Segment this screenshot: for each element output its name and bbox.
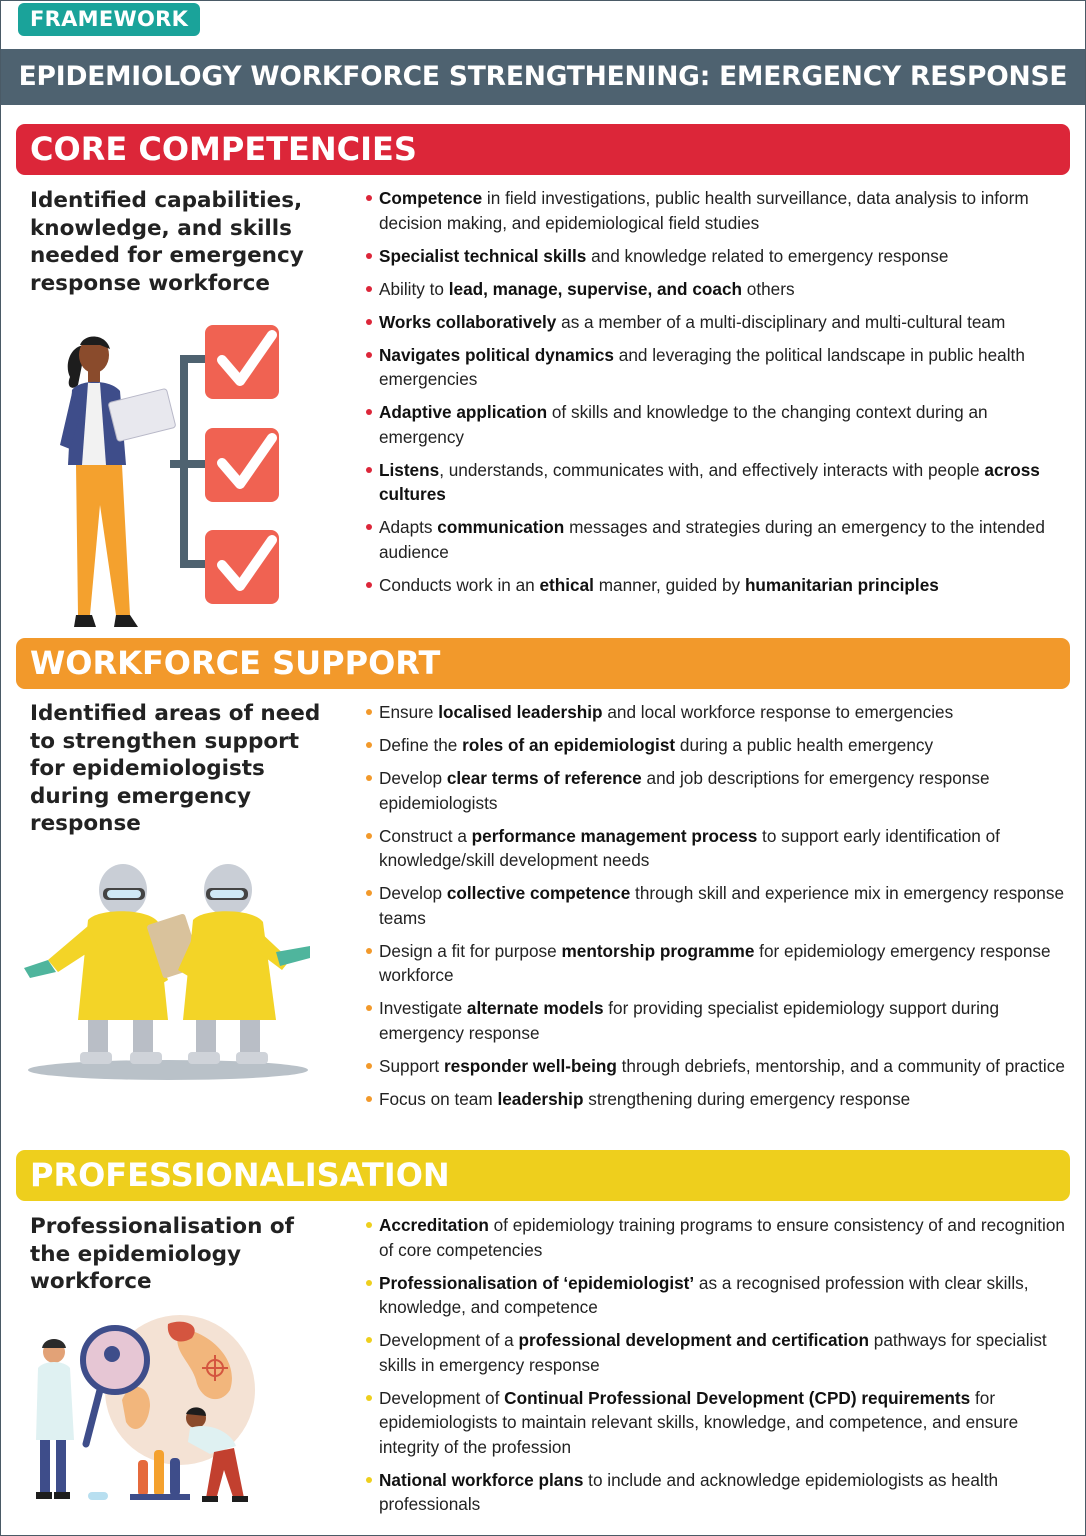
text: Develop (379, 883, 447, 903)
text: of epidemiology training programs to ensure consistency of and recognition of core competencies (379, 1215, 1065, 1260)
list-item (366, 1087, 1066, 1112)
list-item (366, 939, 1066, 988)
text: Develop (379, 768, 447, 788)
text: Support (379, 1055, 444, 1076)
page-title: EPIDEMIOLOGY WORKFORCE STRENGTHENING: EMERGENCY RESPONSE (1, 49, 1085, 105)
text: in field investigations, public health surveillance, data analysis to inform decision making, and epidemiological field studies (379, 188, 1029, 233)
bold-text: Professionalisation of ‘epidemiologist’ (379, 1272, 695, 1293)
list-item (366, 573, 1066, 598)
text: Focus on team (379, 1088, 498, 1109)
list-item (366, 310, 1066, 335)
text: Development of (379, 1387, 505, 1408)
text: Design a fit for purpose (379, 940, 562, 961)
list-item (366, 244, 1066, 269)
bold-text: Navigates political dynamics (379, 344, 614, 365)
text: of skills and knowledge to the changing context during an emergency (379, 402, 988, 447)
list-item (366, 996, 1066, 1045)
bold-text: responder well-being (443, 1055, 617, 1076)
bold-text: leadership (497, 1088, 584, 1109)
bold-text: Listens (379, 459, 440, 480)
scientists-illustration (30, 1310, 270, 1510)
professionalisation-heading: PROFESSIONALISATION (16, 1150, 1070, 1201)
bold-text: humanitarian principles (744, 574, 939, 595)
bold-text: clear terms of reference (446, 768, 642, 788)
bold-text: mentorship programme (561, 940, 755, 961)
list-item (366, 766, 1066, 815)
responder-figure (24, 864, 168, 1064)
text: through skill and experience mix in emergency response teams (379, 883, 1064, 928)
text: as a recognised profession with clear skills, knowledge, and competence (379, 1272, 1029, 1317)
list-item (366, 458, 1066, 507)
list-item (366, 515, 1066, 564)
list-item (366, 1054, 1066, 1079)
text: to support early identification of knowledge/skill development needs (379, 825, 1000, 870)
bold-text: collective competence (446, 883, 631, 903)
hazmat-responders-illustration (18, 860, 318, 1085)
bold-text: Continual Professional Development (CPD) requirements (504, 1387, 971, 1408)
text: manner, guided by (593, 574, 745, 595)
workforce-support-heading: WORKFORCE SUPPORT (16, 638, 1070, 689)
list-item (366, 1271, 1066, 1320)
text: Construct a (379, 825, 472, 846)
responder-figure (178, 864, 310, 1064)
workforce-support-list (366, 700, 1066, 1120)
list-item (366, 824, 1066, 873)
bold-text: localised leadership (438, 702, 603, 722)
list-item (366, 400, 1066, 449)
bold-text: across cultures (379, 459, 1040, 504)
bold-text: lead, manage, supervise, and coach (448, 278, 742, 299)
list-item (366, 1468, 1066, 1517)
core-competencies-intro: Identified capabilities, knowledge, and skills needed for emergency response workforce (30, 188, 304, 296)
text: Ability to (379, 278, 449, 299)
woman-checklist-illustration (40, 315, 300, 640)
bold-text: alternate models (466, 998, 604, 1018)
professionalisation-list (366, 1213, 1066, 1525)
list-item (366, 186, 1066, 235)
text: Define the (379, 735, 463, 755)
woman-figure (60, 336, 176, 627)
scientist-figure (36, 1339, 74, 1499)
list-item (366, 1328, 1066, 1377)
text: for epidemiologists to maintain relevant skills, knowledge, and competence, and ensure integrity of the profession (379, 1387, 1019, 1457)
checkbox-icon (205, 530, 279, 604)
text: during a public health emergency (675, 735, 934, 755)
text: messages and strategies during an emergency to the intended audience (379, 517, 1045, 562)
professionalisation-intro: Professionalisation of the epidemiology workforce (30, 1214, 294, 1294)
text: others (742, 278, 795, 299)
list-item (366, 733, 1066, 758)
text: and job descriptions for emergency response epidemiologists (379, 768, 990, 813)
bold-text: roles of an epidemiologist (462, 735, 676, 755)
workforce-support-intro: Identified areas of need to strengthen support for epidemiologists during emergency response (30, 701, 321, 836)
core-competencies-heading: CORE COMPETENCIES (16, 124, 1070, 175)
bold-text: communication (437, 517, 565, 537)
text: as a member of a multi-disciplinary and multi-cultural team (556, 311, 1006, 332)
core-competencies-list (366, 186, 1066, 606)
bold-text: Adaptive application (379, 402, 548, 422)
text: , understands, communicates with, and effectively interacts with people (439, 459, 985, 480)
list-item (366, 1386, 1066, 1460)
list-item (366, 700, 1066, 725)
framework-tag: FRAMEWORK (18, 3, 200, 36)
checklist-bracket (170, 355, 210, 568)
text: and local workforce response to emergencies (602, 702, 954, 722)
text: through debriefs, mentorship, and a community of practice (616, 1055, 1065, 1076)
list-item (366, 343, 1066, 392)
text: strengthening during emergency response (583, 1088, 911, 1109)
list-item (366, 1213, 1066, 1262)
checkbox-icon (205, 428, 279, 502)
bold-text: National workforce plans (379, 1469, 584, 1490)
text: Investigate (379, 998, 467, 1018)
bold-text: professional development and certification (518, 1330, 870, 1350)
text: Ensure (379, 702, 439, 722)
text: Development of a (379, 1330, 519, 1350)
bold-text: Specialist technical skills (379, 245, 587, 266)
bold-text: Accreditation (379, 1215, 489, 1235)
text: for epidemiology emergency response workforce (379, 940, 1051, 985)
text: and leveraging the political landscape in public health emergencies (379, 344, 1025, 389)
text: Conducts work in an (379, 574, 540, 595)
checkbox-icon (205, 325, 279, 399)
list-item (366, 881, 1066, 930)
bold-text: performance management process (471, 825, 758, 846)
text: to include and acknowledge epidemiologists as health professionals (379, 1469, 999, 1514)
bold-text: ethical (539, 574, 594, 595)
text: Adapts (379, 517, 438, 537)
text: for providing specialist epidemiology support during emergency response (379, 998, 1000, 1043)
bold-text: Competence (379, 188, 483, 208)
text: and knowledge related to emergency response (586, 245, 949, 266)
bold-text: Works collaboratively (379, 311, 557, 332)
list-item (366, 277, 1066, 302)
text: pathways for specialist skills in emergency response (379, 1330, 1047, 1375)
